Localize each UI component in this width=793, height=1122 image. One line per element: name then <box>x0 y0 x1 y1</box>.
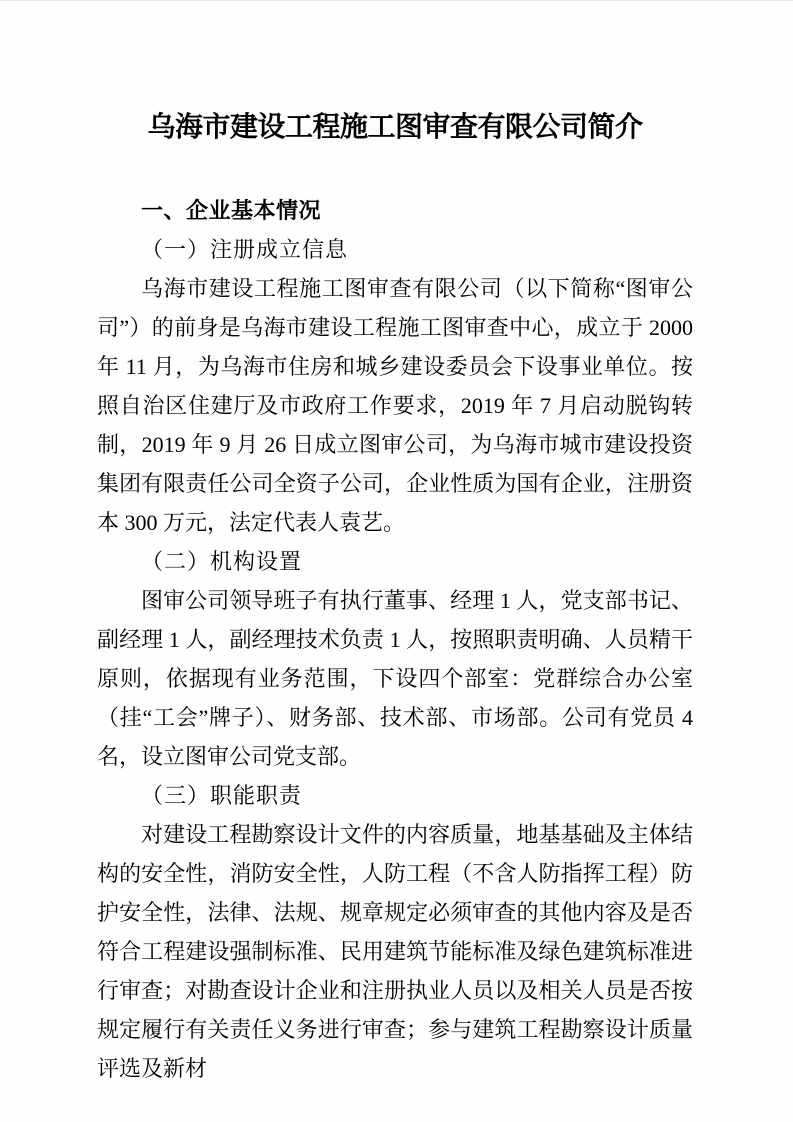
paragraph-organization: 图审公司领导班子有执行董事、经理 1 人，党支部书记、副经理 1 人，副经理技术负责 1 人，按照职责明确、人员精干原则，依据现有业务范围，下设四个部室：党群综合办公室（挂“工会”牌子）、财务部、技术部、市场部。公司有党员 4 名，设立图审公司党支部。 <box>97 588 693 769</box>
subsection-heading-organization: （二）机构设置 <box>141 549 303 574</box>
paragraph-registration: 乌海市建设工程施工图审查有限公司（以下简称“图审公司”）的前身是乌海市建设工程施工图审查中心，成立于 2000 年 11 月，为乌海市住房和城乡建设委员会下设事业单位。按照自治区住建厅及市政府工作要求，2019 年 7 月启动脱钩转制，2019 年 9 月 26 日成立图审公司，为乌海市城市建设投资集团有限责任公司全资子公司，企业性质为国有企业，注册资本 300 万元，法定代表人袁艺。 <box>97 276 693 535</box>
subsection-heading-duties: （三）职能职责 <box>141 783 303 808</box>
subsection-heading-registration: （一）注册成立信息 <box>141 237 349 262</box>
section-heading: 一、企业基本情况 <box>141 198 322 223</box>
page-content <box>0 1 793 1088</box>
paragraph-duties: 对建设工程勘察设计文件的内容质量，地基基础及主体结构的安全性，消防安全性，人防工程（不含人防指挥工程）防护安全性，法律、法规、规章规定必须审查的其他内容及是否符合工程建设强制标准、民用建筑节能标准及绿色建筑标准进行审查；对勘查设计企业和注册执业人员以及相关人员是否按规定履行有关责任义务进行审查；参与建筑工程勘察设计质量评选及新材 <box>97 822 693 1081</box>
page-title: 乌海市建设工程施工图审查有限公司简介 <box>147 112 643 143</box>
